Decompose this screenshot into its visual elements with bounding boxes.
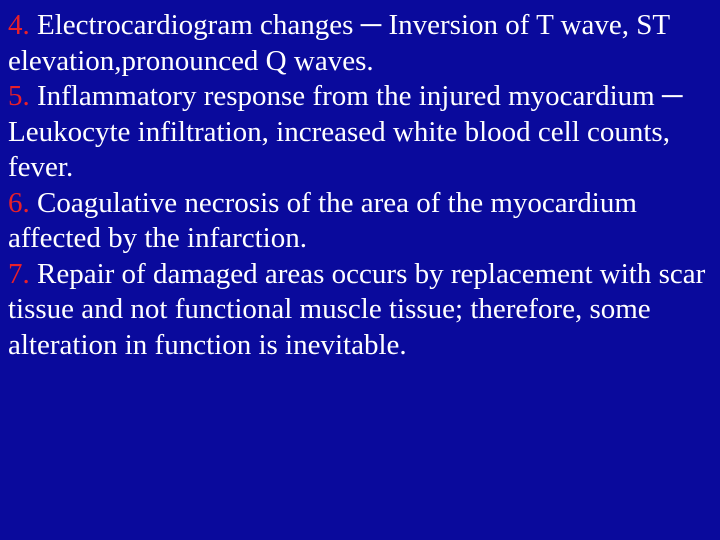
list-item-6 (8, 186, 712, 257)
list-item-4 (8, 8, 712, 79)
item-text: Electrocardiogram changes ─ Inversion of T wave, ST elevation,pronounced Q waves. (8, 9, 670, 77)
list-item-7 (8, 257, 712, 364)
item-number: 7. (8, 257, 30, 290)
item-text: Coagulative necrosis of the area of the myocardium affected by the infarction. (8, 186, 637, 254)
item-number: 4. (8, 9, 30, 41)
item-number: 5. (8, 80, 30, 112)
item-text: Repair of damaged areas occurs by replacement with scar tissue and not functional muscle tissue; therefore, some alteration in function is inevitable. (8, 257, 706, 361)
item-text: Inflammatory response from the injured myocardium ─ Leukocyte infiltration, increased white blood cell counts, fever. (8, 80, 683, 183)
item-number: 6. (8, 186, 30, 219)
list-item-5 (8, 79, 712, 186)
slide-body (8, 8, 712, 363)
